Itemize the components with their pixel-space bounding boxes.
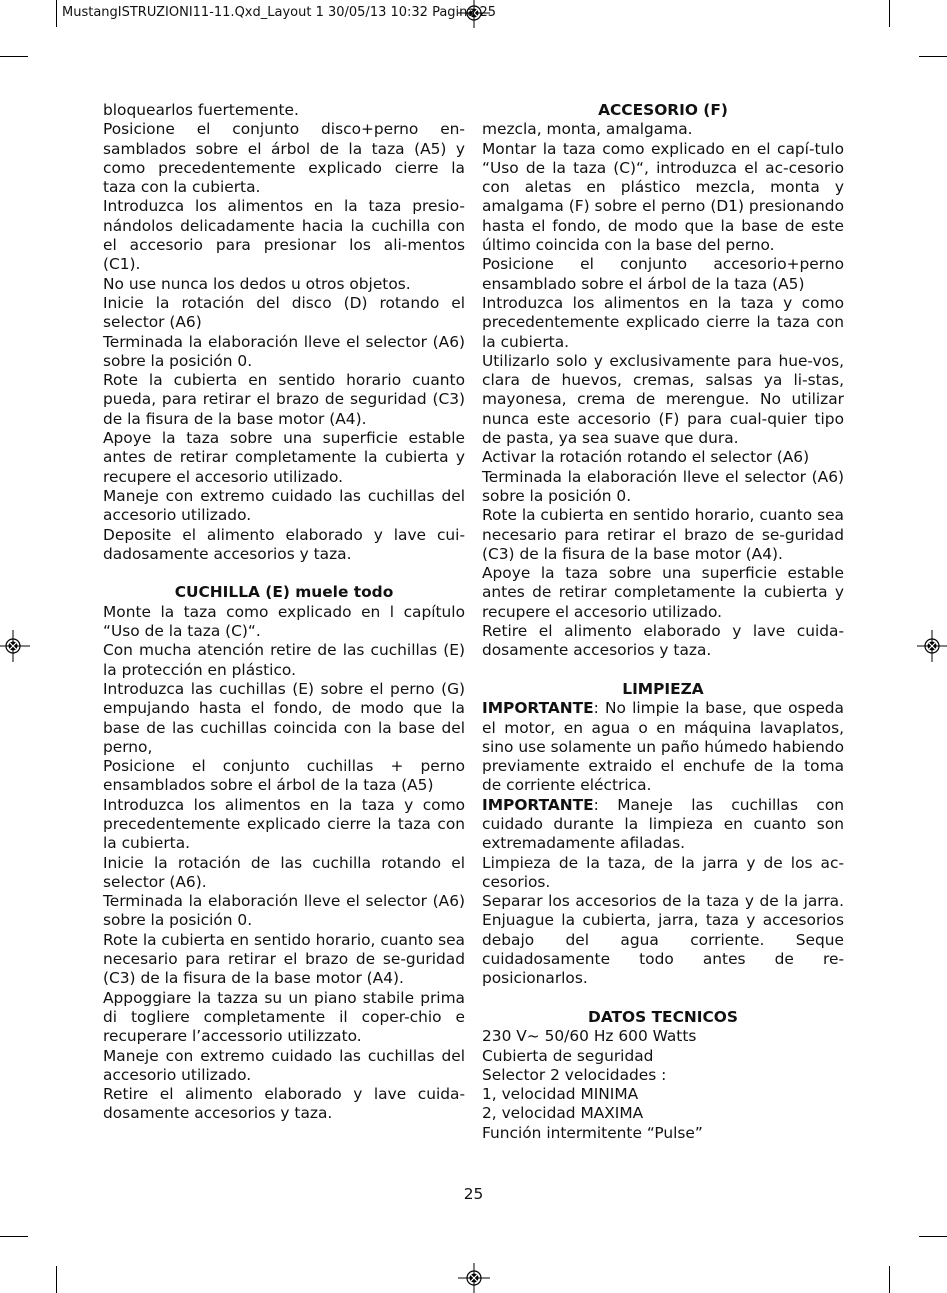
- paragraph: No use nunca los dedos u otros objetos.: [103, 274, 411, 293]
- technical-data-line: 1, velocidad MINIMA: [482, 1085, 639, 1104]
- registration-mark-left-icon: [0, 630, 30, 662]
- left-column: [103, 101, 465, 1124]
- paragraph: Introduzca los alimentos en la taza y como precedentemente explicado cierre la taza con la cubierta.: [103, 795, 465, 853]
- crop-mark-bottom-right-vertical: [889, 1266, 890, 1293]
- paragraph: Retire el alimento elaborado y lave cuida-dosamente accesorios y taza.: [482, 622, 844, 660]
- technical-data-line: Función intermitente “Pulse”: [482, 1123, 703, 1142]
- paragraph: Con mucha atención retire de las cuchillas (E) la protección en plástico.: [103, 641, 465, 679]
- crop-mark-bottom-left-horizontal: [0, 1236, 28, 1237]
- paragraph: Monte la taza como explicado en l capítulo “Uso de la taza (C)“.: [103, 602, 465, 641]
- paragraph: Posicione el conjunto disco+perno en-samblados sobre el árbol de la taza (A5) y como precedentemente explicado cierre la taza con la cubierta.: [103, 120, 465, 197]
- paragraph: Terminada la elaboración lleve el selector (A6) sobre la posición 0.: [103, 892, 465, 930]
- section-heading-limpieza: LIMPIEZA: [622, 679, 704, 698]
- paragraph: Maneje con extremo cuidado las cuchillas del accesorio utilizado.: [103, 486, 465, 525]
- paragraph: Introduzca los alimentos en la taza y como precedentemente explicado cierre la taza con la cubierta.: [482, 293, 844, 351]
- technical-data-line: Selector 2 velocidades :: [482, 1065, 667, 1084]
- crop-mark-bottom-left-vertical: [56, 1266, 57, 1293]
- important-label: IMPORTANTE: [482, 795, 594, 814]
- section-heading-cuchilla: CUCHILLA (E) muele todo: [174, 583, 394, 602]
- technical-data-list: [482, 1027, 844, 1143]
- paragraph: Rote la cubierta en sentido horario, cuanto sea necesario para retirar el brazo de se-guridad (C3) de la fisura de la base motor (A4).: [103, 930, 465, 988]
- paragraph: bloquearlos fuertemente.: [103, 101, 299, 119]
- paragraph: Deposite el alimento elaborado y lave cui-dadosamente accesorios y taza.: [103, 525, 465, 563]
- paragraph: Introduzca las cuchillas (E) sobre el perno (G) empujando hasta el fondo, de modo que la base de las cuchillas coincida con la base del perno,: [103, 679, 465, 756]
- crop-mark-top-left-horizontal: [0, 56, 28, 57]
- crop-mark-bottom-right-horizontal: [919, 1236, 947, 1237]
- paragraph: Maneje con extremo cuidado las cuchillas del accesorio utilizado.: [103, 1046, 465, 1084]
- paragraph: Inicie la rotación del disco (D) rotando el selector (A6): [103, 293, 465, 332]
- crop-mark-top-right-horizontal: [919, 56, 947, 57]
- important-label: IMPORTANTE: [482, 699, 594, 718]
- paragraph: Rote la cubierta en sentido horario cuanto pueda, para retirar el brazo de seguridad (C3) de la fisura de la base motor (A4).: [103, 371, 465, 428]
- paragraph: Terminada la elaboración lleve el selector (A6) sobre la posición 0.: [103, 332, 465, 370]
- paragraph: Limpieza de la taza, de la jarra y de los ac-cesorios.: [482, 853, 844, 891]
- paragraph: Introduzca los alimentos en la taza presio-nándolos delicadamente hacia la cuchilla con el accesorio para presionar los ali-mentos (C1).: [103, 197, 465, 274]
- paragraph: Separar los accesorios de la taza y de la jarra. Enjuague la cubierta, jarra, taza y accesorios debajo del agua corriente. Seque cuidadosamente todo antes de re-posicionarlos.: [482, 892, 844, 988]
- paragraph: Terminada la elaboración lleve el selector (A6) sobre la posición 0.: [482, 467, 844, 505]
- paragraph: Posicione el conjunto cuchillas + perno ensamblados sobre el árbol de la taza (A5): [103, 757, 465, 795]
- important-note-2: [482, 796, 844, 854]
- paragraph: Retire el alimento elaborado y lave cuida-dosamente accesorios y taza.: [103, 1085, 465, 1123]
- paragraph: Apoye la taza sobre una superficie estable antes de retirar completamente la cubierta y recupere el accesorio utilizado.: [482, 564, 844, 621]
- technical-data-line: Cubierta de seguridad: [482, 1046, 654, 1065]
- technical-data-line: 230 V~ 50/60 Hz 600 Watts: [482, 1027, 697, 1046]
- important-note-text: : No limpie la base, que ospeda el motor, en agua o en máquina lavaplatos, sino use solamente un paño húmedo habiendo previamente extraido el enchufe de la toma de corriente eléctrica.: [482, 699, 844, 795]
- paragraph: Inicie la rotación de las cuchilla rotando el selector (A6).: [103, 853, 465, 891]
- paragraph: Appoggiare la tazza su un piano stabile prima di togliere completamente il coper-chio e recuperare l’accessorio utilizzato.: [103, 988, 465, 1046]
- crop-mark-top-right-vertical: [889, 0, 890, 27]
- section-heading-datos-tecnicos: DATOS TECNICOS: [588, 1007, 738, 1026]
- right-column: [482, 101, 844, 1143]
- registration-mark-bottom-icon: [458, 1263, 490, 1293]
- paragraph: Utilizarlo solo y exclusivamente para hue-vos, clara de huevos, cremas, salsas ya li-stas, mayonesa, crema de merengue. No utilizar nunca este accesorio (F) para cual-quier tipo de pasta, ya sea suave que dura.: [482, 351, 844, 448]
- section-heading-accesorio: ACCESORIO (F): [598, 101, 728, 119]
- paragraph: Activar la rotación rotando el selector (A6): [482, 448, 810, 467]
- crop-mark-top-left-vertical: [56, 0, 57, 27]
- paragraph: Posicione el conjunto accesorio+perno ensamblado sobre el árbol de la taza (A5): [482, 255, 844, 293]
- technical-data-line: 2, velocidad MAXIMA: [482, 1104, 644, 1123]
- important-note-1: [482, 699, 844, 795]
- print-slug-line: MustangISTRUZIONI11-11.Qxd_Layout 1 30/05/13 10:32 Pagina 25: [62, 5, 497, 20]
- registration-mark-right-icon: [917, 630, 947, 662]
- page-number: 25: [463, 1185, 484, 1203]
- paragraph: Apoye la taza sobre una superficie estable antes de retirar completamente la cubierta y recupere el accesorio utilizado.: [103, 429, 465, 486]
- paragraph: mezcla, monta, amalgama.: [482, 120, 693, 139]
- paragraph: Rote la cubierta en sentido horario, cuanto sea necesario para retirar el brazo de se-guridad (C3) de la fisura de la base motor (A4).: [482, 506, 844, 563]
- important-note-text: : Maneje las cuchillas con cuidado durante la limpieza en cuanto son extremadamente afiladas.: [482, 795, 844, 853]
- paragraph: Montar la taza como explicado en el capí-tulo “Uso de la taza (C)“, introduzca el ac-cesorio con aletas en plástico mezcla, monta y amalgama (F) sobre el perno (D1) presionando hasta el fondo, de modo que la base de este último coincida con la base del perno.: [482, 139, 844, 255]
